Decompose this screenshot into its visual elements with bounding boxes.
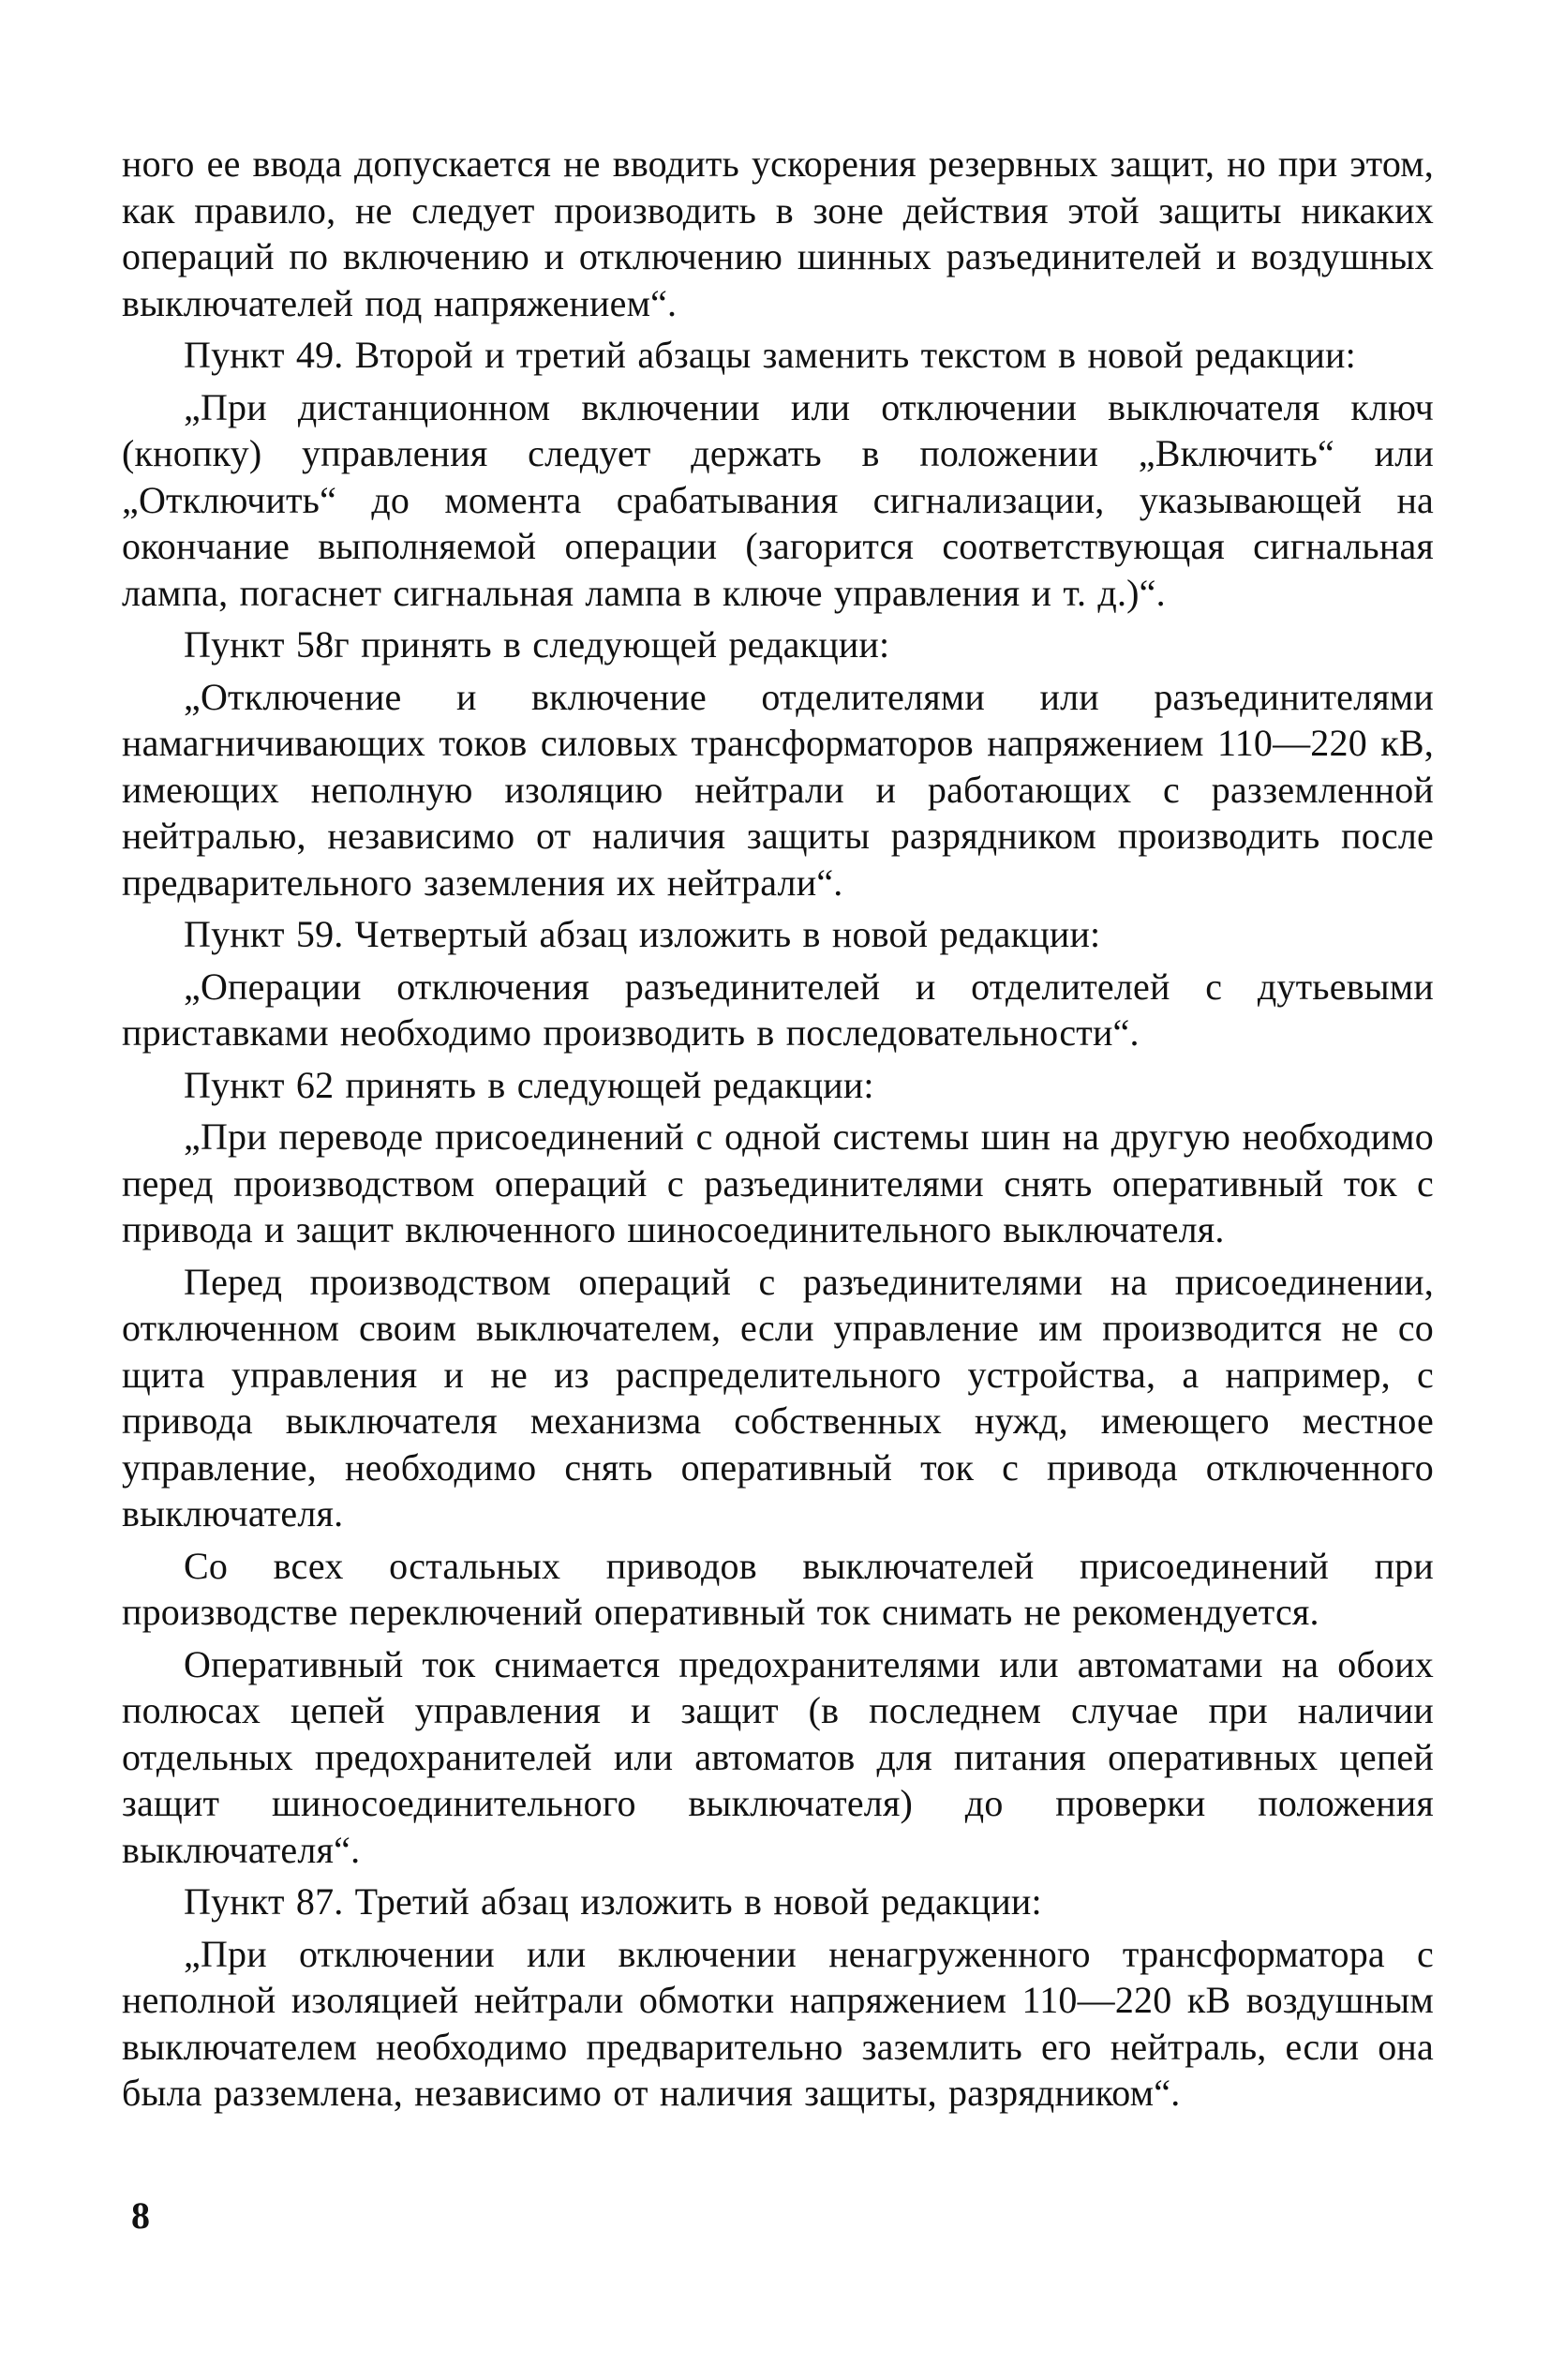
paragraph-item-49-heading: Пункт 49. Второй и третий абзацы заменить текстом в новой редакции: bbox=[184, 334, 1356, 376]
paragraph-item-59-heading: Пункт 59. Четвертый абзац изложить в новой редакции: bbox=[184, 913, 1101, 955]
paragraph-item-87-heading: Пункт 87. Третий абзац изложить в новой редакции: bbox=[184, 1880, 1042, 1923]
page-number: 8 bbox=[131, 2194, 150, 2237]
paragraph-continuation: ного ее ввода допускается не вводить ускорения резервных защит, но при этом, как правило, не следует производить в зоне действия этой защиты никаких операций по включению и отключению шинных разъединителей и воздушных выключателей под напряжением“. bbox=[122, 142, 1434, 324]
paragraph-item-49-quote: „При дистанционном включении или отключении выключателя ключ (кнопку) управления следует держать в положении „Включить“ или „Отключить“ до момента срабатывания сигнализации, указывающей на окончание выполняемой операции (загорится соответствующая сигнальная лампа, погаснет сигнальная лампа в ключе управления и т. д.)“. bbox=[122, 385, 1434, 614]
paragraph-item-58g-heading: Пункт 58г принять в следующей редакции: bbox=[184, 623, 890, 666]
paragraph-item-62-heading: Пункт 62 принять в следующей редакции: bbox=[184, 1063, 874, 1106]
paragraph-item-87-quote: „При отключении или включении ненагруженного трансформатора с неполной изоляцией нейтрали обмотки напряжением 110—220 кВ воздушным выключателем необходимо предварительно заземлить его нейтраль, если она была разземлена, независимо от наличия защиты, разрядником“. bbox=[122, 1932, 1434, 2114]
paragraph-item-62-quote-3: Со всех остальных приводов выключателей присоединений при производстве переключений оперативный ток снимать не рекомендуется. bbox=[122, 1544, 1434, 1633]
document-page bbox=[122, 141, 1434, 2117]
paragraph-item-59-quote: „Операции отключения разъединителей и отделителей с дутьевыми приставками необходимо производить в последовательности“. bbox=[122, 965, 1434, 1054]
paragraph-item-58g-quote: „Отключение и включение отделителями или разъединителями намагничивающих токов силовых трансформаторов напряжением 110—220 кВ, имеющих неполную изоляцию нейтрали и работающих с разземленной нейтралью, независимо от наличия защиты разрядником производить после предварительного заземления их нейтрали“. bbox=[122, 675, 1434, 904]
paragraph-item-62-quote-4: Оперативный ток снимается предохранителями или автоматами на обоих полюсах цепей управления и защит (в последнем случае при наличии отдельных предохранителей или автоматов для питания оперативных цепей защит шиносоединительного выключателя) до проверки положения выключателя“. bbox=[122, 1642, 1434, 1871]
paragraph-item-62-quote-1: „При переводе присоединений с одной системы шин на другую необходимо перед производством операций с разъединителями снять оперативный ток с привода и защит включенного шиносоединительного выключателя. bbox=[122, 1115, 1434, 1250]
paragraph-item-62-quote-2: Перед производством операций с разъединителями на присоединении, отключенном своим выключателем, если управление им производится не со щита управления и не из распределительного устройства, а например, с привода выключателя механизма собственных нужд, имеющего местное управление, необходимо снять оперативный ток с привода отключенного выключателя. bbox=[122, 1260, 1434, 1534]
